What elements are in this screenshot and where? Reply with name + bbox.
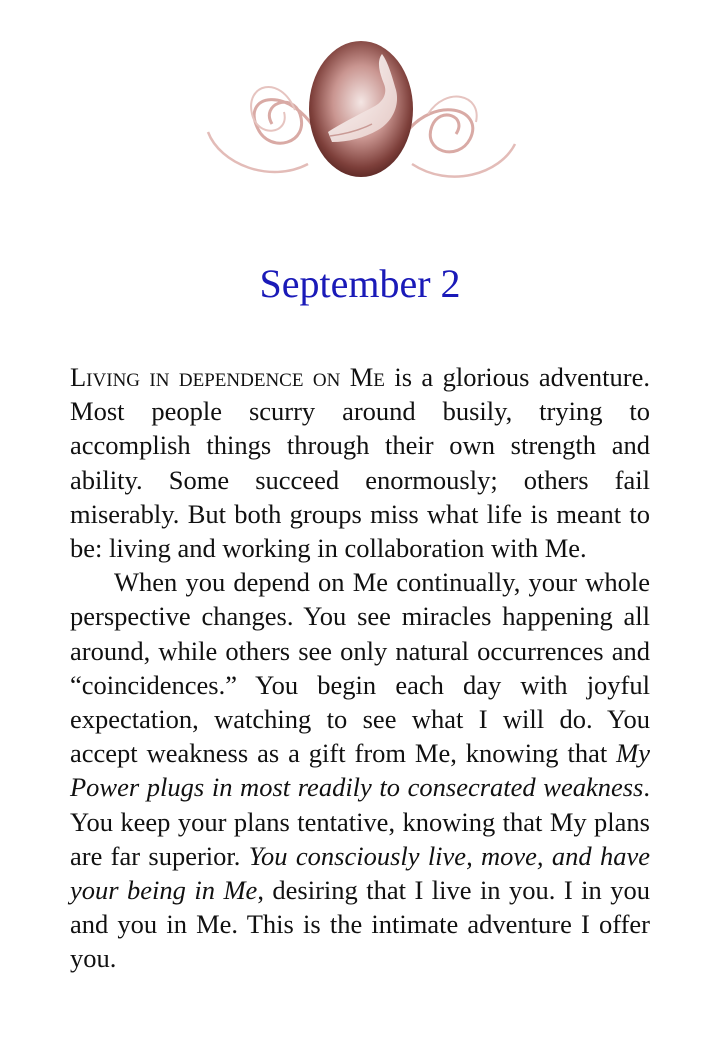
- lead-smallcaps: Living in dependence on Me: [70, 362, 385, 392]
- paragraph-2-italic-1: My Power plugs in most readily to consecrated weakness: [70, 738, 650, 803]
- paragraph-1: [70, 360, 650, 565]
- paragraph-2: [70, 565, 650, 975]
- devotional-text: [70, 360, 650, 976]
- paragraph-1-text: is a glorious adventure. Most people scurry around busily, trying to accomplish things through their own strength and ability. Some succeed enormously; others fail miserably. But both groups miss what life is meant to be: living and working in collaboration with Me.: [70, 362, 650, 564]
- paragraph-2-part-1: When you depend on Me continually, your whole perspective changes. You see miracles happening all around, while others see only natural occurrences and “coincidences.” You begin each day with joyful expectation, watching to see what I will do. You accept weakness as a gift from Me, knowing that: [70, 567, 650, 769]
- paragraph-2-part-3: , desiring that I live in you. I in you and you in Me. This is the intimate adventure I offer you.: [70, 875, 650, 974]
- paragraph-2-part-2: . You keep your plans tentative, knowing that My plans are far superior.: [70, 772, 650, 871]
- page-title: September 2: [259, 261, 461, 306]
- emblem-hand-icon: [200, 14, 520, 214]
- paragraph-2-italic-2: You consciously live, move, and have your being in Me: [70, 840, 650, 906]
